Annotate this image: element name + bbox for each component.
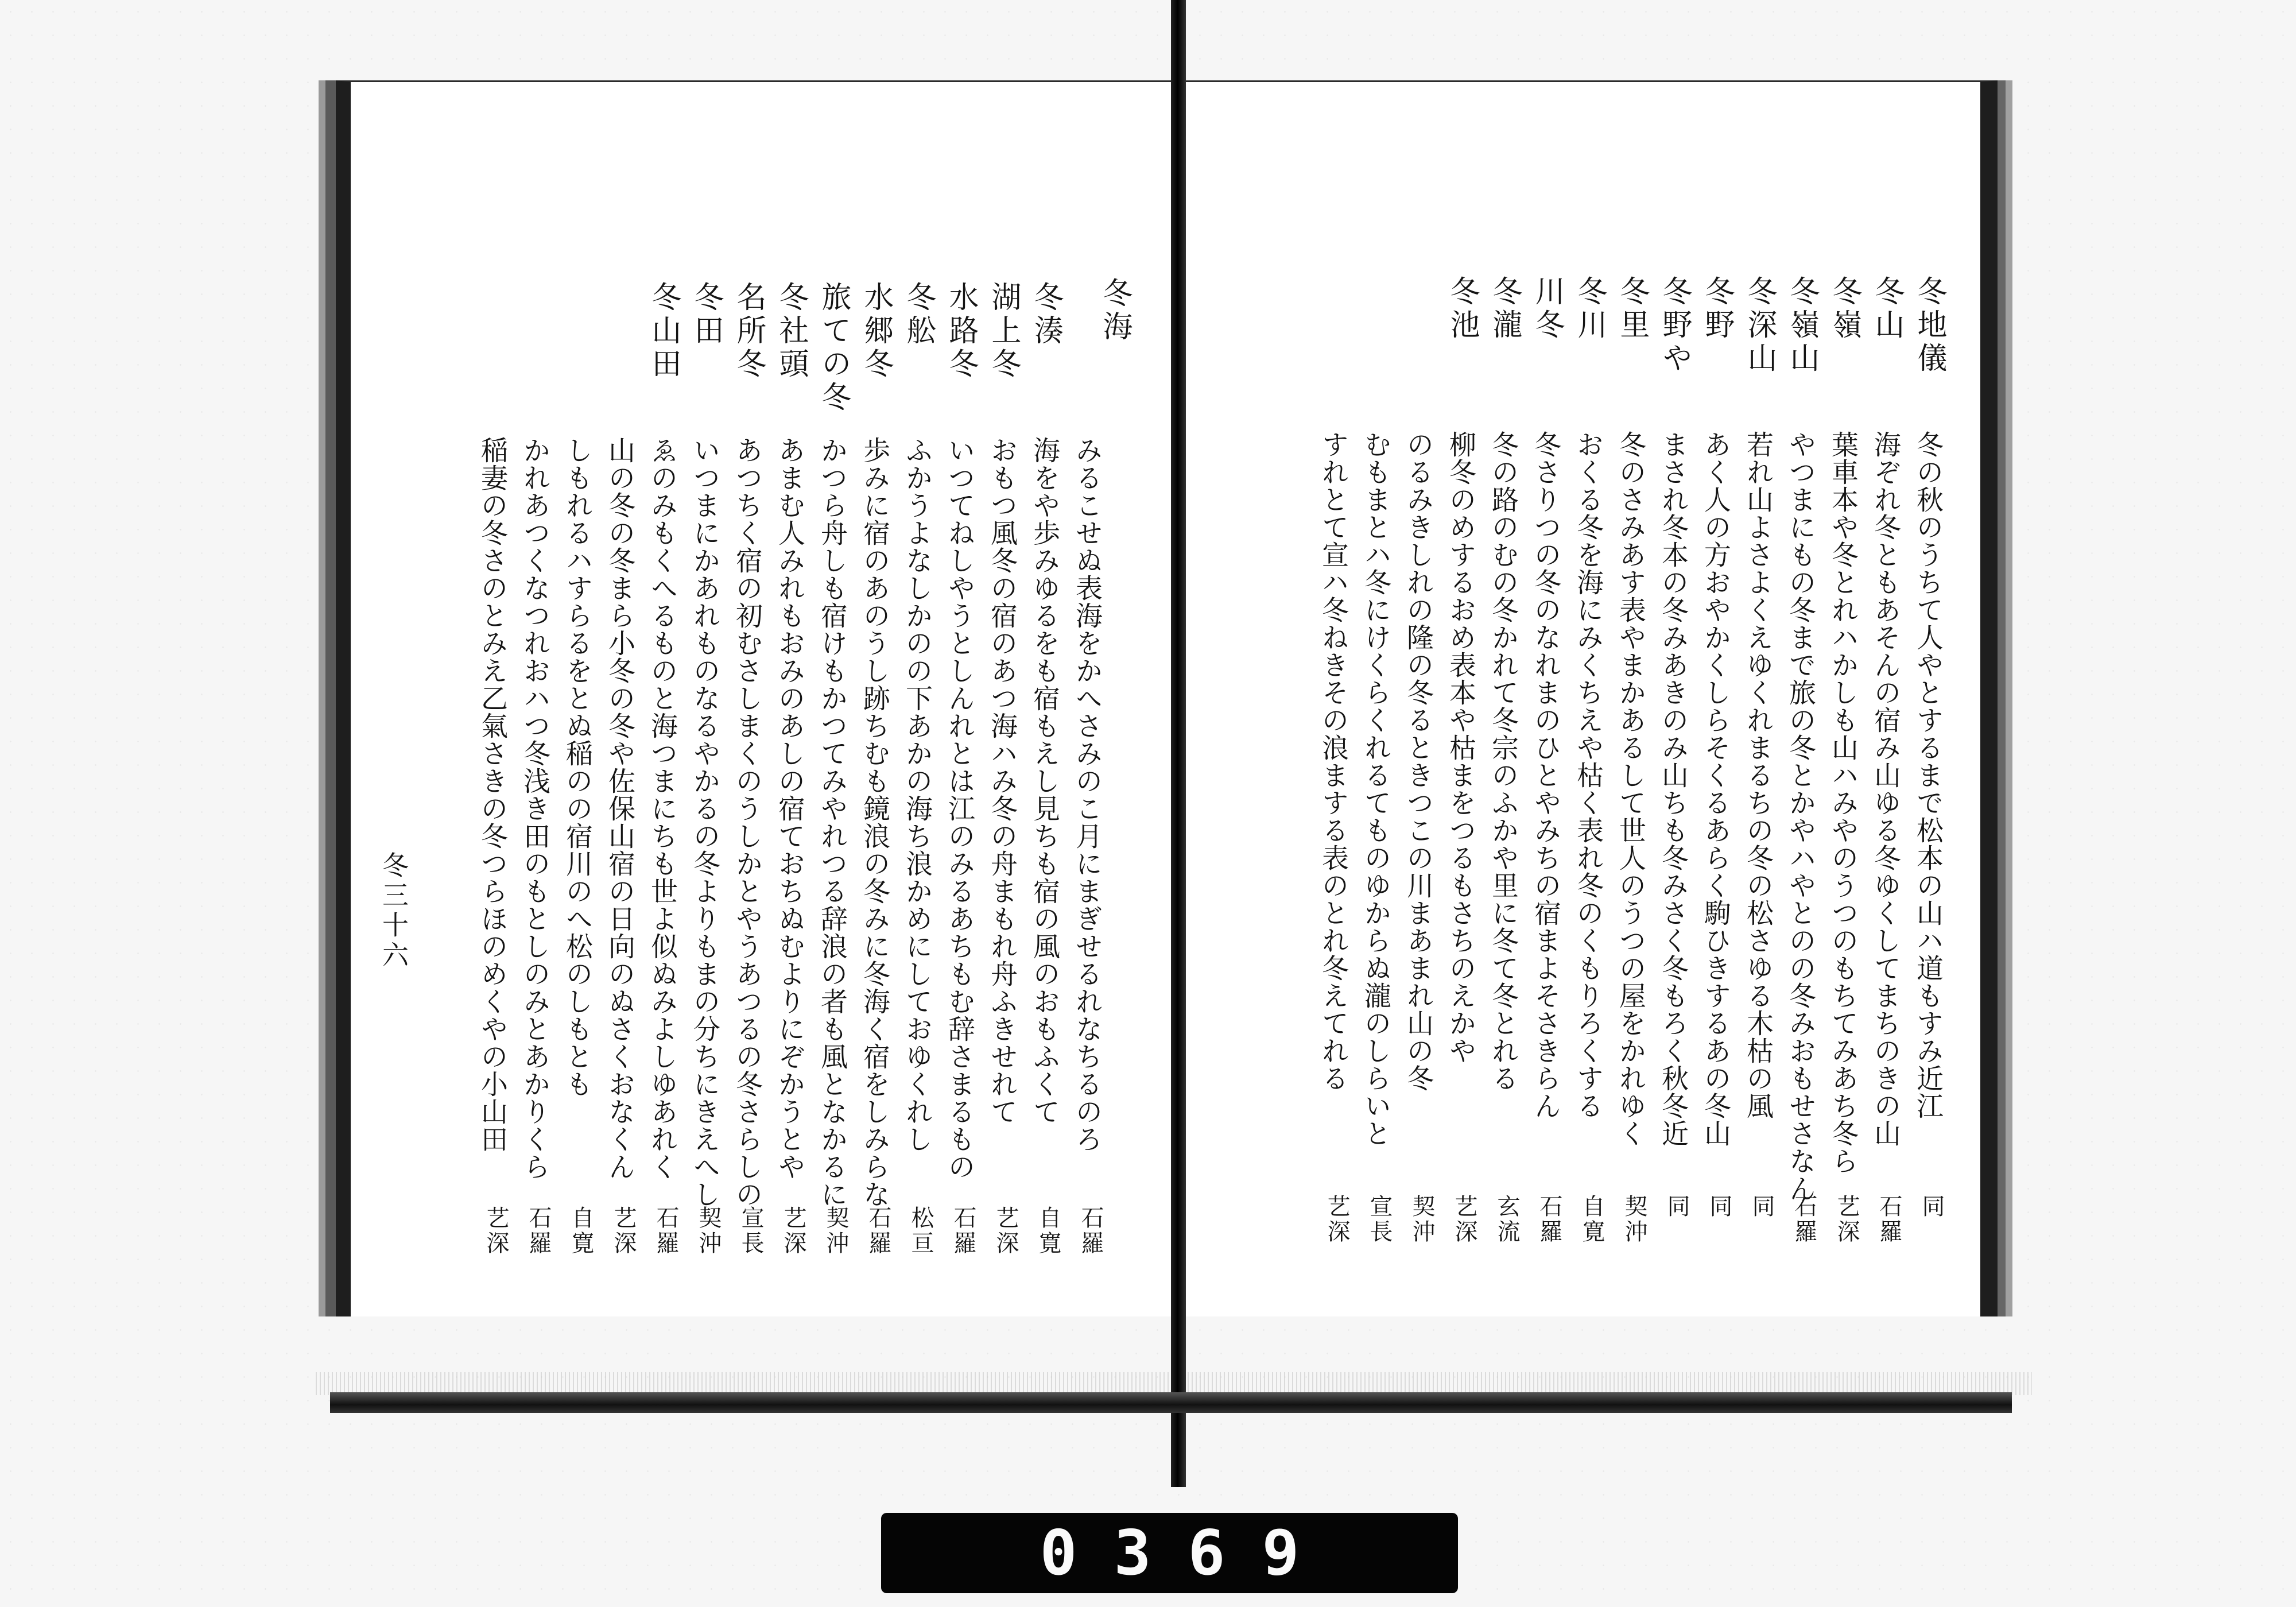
poet-name: 契沖 <box>1409 1194 1435 1245</box>
section-title: 冬海 <box>1097 277 1132 344</box>
topic-heading: 冬嶺 <box>1827 276 1861 342</box>
topic-heading: 湖上冬 <box>986 281 1021 381</box>
poet-name: 石羅 <box>1876 1194 1902 1245</box>
poet-name: 艺深 <box>1451 1194 1477 1245</box>
poet-name: 宣長 <box>1366 1194 1393 1245</box>
waka-verse: しもれるハすらるをとぬ稲のの宿川のへ松のしもとも <box>561 436 593 1098</box>
poet-name: 同 <box>1706 1194 1732 1219</box>
page-folio: 冬三十六 <box>378 851 409 971</box>
book-bottom-edge <box>330 1392 2012 1413</box>
topic-heading: 水郷冬 <box>859 281 893 381</box>
waka-verse: 葉車本や冬とれハかしも山ハみやのうつのもちてみあち冬ら <box>1827 431 1859 1175</box>
topic-heading: 冬社頭 <box>774 281 808 381</box>
waka-verse: のるみきしれの隆の冬るときつこの川まあまれ山の冬 <box>1402 431 1434 1092</box>
waka-verse: 歩みに宿のあのうし跡ちむも鏡浪の冬みに冬海く宿をしみらな <box>859 436 890 1208</box>
topic-heading: 旅ての冬 <box>816 281 851 415</box>
waka-verse: いつてねしやうとしんれとは江のみるあちもむ辞さまるもの <box>944 436 975 1180</box>
waka-verse: 山の冬の冬まら小冬の冬や佐保山宿の日向のぬさくおなくん <box>604 436 635 1180</box>
waka-verse: かれあつくなつれおハつ冬浅き田のもとしのみとあかりくら <box>519 436 550 1180</box>
topic-heading: 冬里 <box>1615 276 1649 342</box>
poet-name: 宣長 <box>738 1206 764 1256</box>
poet-name: 艺深 <box>610 1206 637 1256</box>
poet-name: 自寛 <box>1035 1206 1061 1256</box>
topic-heading: 冬嶺山 <box>1785 276 1819 375</box>
waka-verse: まされ冬本の冬みあきのみ山ちも冬みさく冬もろく秋冬近 <box>1657 431 1689 1147</box>
poet-name: 同 <box>1663 1194 1690 1219</box>
topic-heading: 名所冬 <box>731 281 766 381</box>
poet-name: 同 <box>1918 1194 1945 1219</box>
archive-number-tag <box>881 1513 1458 1593</box>
waka-verse: やつまにもの冬まで旅の冬とかやハやとのの冬みおもせさなん <box>1785 431 1816 1202</box>
waka-verse: むもまとハ冬にけくらくれるてものゆからぬ瀧のしらいと <box>1360 431 1391 1147</box>
topic-heading: 川冬 <box>1530 276 1564 342</box>
poet-name: 同 <box>1748 1194 1775 1219</box>
waka-verse: いつまにかあれものなるやかるの冬よりもまの分ちにきえへし <box>689 436 720 1208</box>
waka-verse: おくる冬を海にみくちえや枯く表れ冬のくもりろくする <box>1572 431 1604 1120</box>
poet-name: 契沖 <box>1621 1194 1647 1245</box>
topic-heading: 冬山 <box>1870 276 1904 342</box>
topic-heading: 冬地儀 <box>1912 276 1946 375</box>
poet-name: 自寛 <box>1578 1194 1605 1245</box>
waka-verse: 冬の路のむの冬かれて冬宗のふかや里に冬て冬とれる <box>1487 431 1519 1092</box>
poet-name: 自寛 <box>568 1206 594 1256</box>
poet-name: 契沖 <box>695 1206 722 1256</box>
topic-heading: 冬湊 <box>1029 281 1063 348</box>
poet-name: 艺深 <box>483 1206 509 1256</box>
poet-name: 艺深 <box>1324 1194 1350 1245</box>
poet-name: 石羅 <box>1791 1194 1817 1245</box>
waka-verse: 冬さりつの冬のなれまのひとやみちの宿まよそさきらん <box>1530 431 1561 1120</box>
poet-name: 石羅 <box>1077 1206 1104 1256</box>
poet-name: 石羅 <box>950 1206 976 1256</box>
waka-verse: あまむ人みれもおみのあしの宿ておちぬむよりにぞかうとや <box>774 436 805 1180</box>
poet-name: 石羅 <box>1536 1194 1562 1245</box>
waka-verse: 若れ山よさよくえゆくれまるちの冬の松さゆる木枯の風 <box>1742 431 1774 1120</box>
poet-name: 艺深 <box>1833 1194 1860 1245</box>
topic-heading: 冬野 <box>1700 276 1734 342</box>
topic-heading: 冬舩 <box>901 281 936 348</box>
topic-heading: 冬深山 <box>1742 276 1777 375</box>
waka-verse: 冬の秋のうちて人やとするまで松本の山ハ道もすみ近江 <box>1912 431 1944 1120</box>
poet-name: 松亘 <box>907 1206 934 1256</box>
waka-verse: おもつ風冬の宿のあつ海ハみ冬の舟まもれ舟ふきせれて <box>986 436 1018 1125</box>
waka-verse: すれとて宣ハ冬ねきその浪まする表のとれ冬えてれる <box>1317 431 1349 1092</box>
poet-name: 艺深 <box>992 1206 1019 1256</box>
waka-verse: あく人の方おやかくしらそくるあらく駒ひきするあの冬山 <box>1700 431 1731 1147</box>
poet-name: 石羅 <box>525 1206 552 1256</box>
poet-name: 石羅 <box>653 1206 679 1256</box>
topic-heading: 冬山田 <box>646 281 681 381</box>
topic-heading: 冬池 <box>1445 276 1479 342</box>
waka-verse: みるこせぬ表海をかへさみのこ月にまぎせるれなちるのろ <box>1071 436 1103 1153</box>
topic-heading: 冬野や <box>1657 276 1692 375</box>
topic-heading: 水路冬 <box>944 281 978 381</box>
poet-name: 艺深 <box>780 1206 806 1256</box>
topic-heading: 冬田 <box>689 281 723 348</box>
waka-verse: 冬のさみあす表やまかあるして世人のうつの屋をかれゆく <box>1615 431 1646 1147</box>
archive-number: 0369 <box>1040 1517 1336 1589</box>
book-gutter <box>1171 0 1186 1487</box>
poet-name: 石羅 <box>865 1206 891 1256</box>
poet-name: 契沖 <box>823 1206 849 1256</box>
poet-name: 玄流 <box>1494 1194 1520 1245</box>
waka-verse: 海をや歩みゆるをも宿もえし見ちも宿の風のおもふくて <box>1029 436 1060 1125</box>
waka-verse: 稲妻の冬さのとみえ乙氣さきの冬つらほのめくやの小山田 <box>476 436 508 1153</box>
topic-heading: 冬瀧 <box>1487 276 1522 342</box>
waka-verse: ふかうよなしかのの下あかの海ち浪かめにしておゆくれし <box>901 436 933 1153</box>
topic-heading: 冬川 <box>1572 276 1607 342</box>
waka-verse: 柳冬のめするおめ表本や枯まをつるもさちのえかや <box>1445 431 1476 1064</box>
waka-verse: ゑのみもくへるものと海つまにちも世よ似ぬみよしゆあれく <box>646 436 678 1180</box>
waka-verse: あつちく宿の初むさしまくのうしかとやうあつるの冬さらしの <box>731 436 763 1208</box>
waka-verse: かつら舟しも宿けもかつてみやれつる辞浪の者も風となかるに <box>816 436 848 1208</box>
waka-verse: 海ぞれ冬ともあそんの宿み山ゆる冬ゆくしてまちのきの山 <box>1870 431 1901 1147</box>
